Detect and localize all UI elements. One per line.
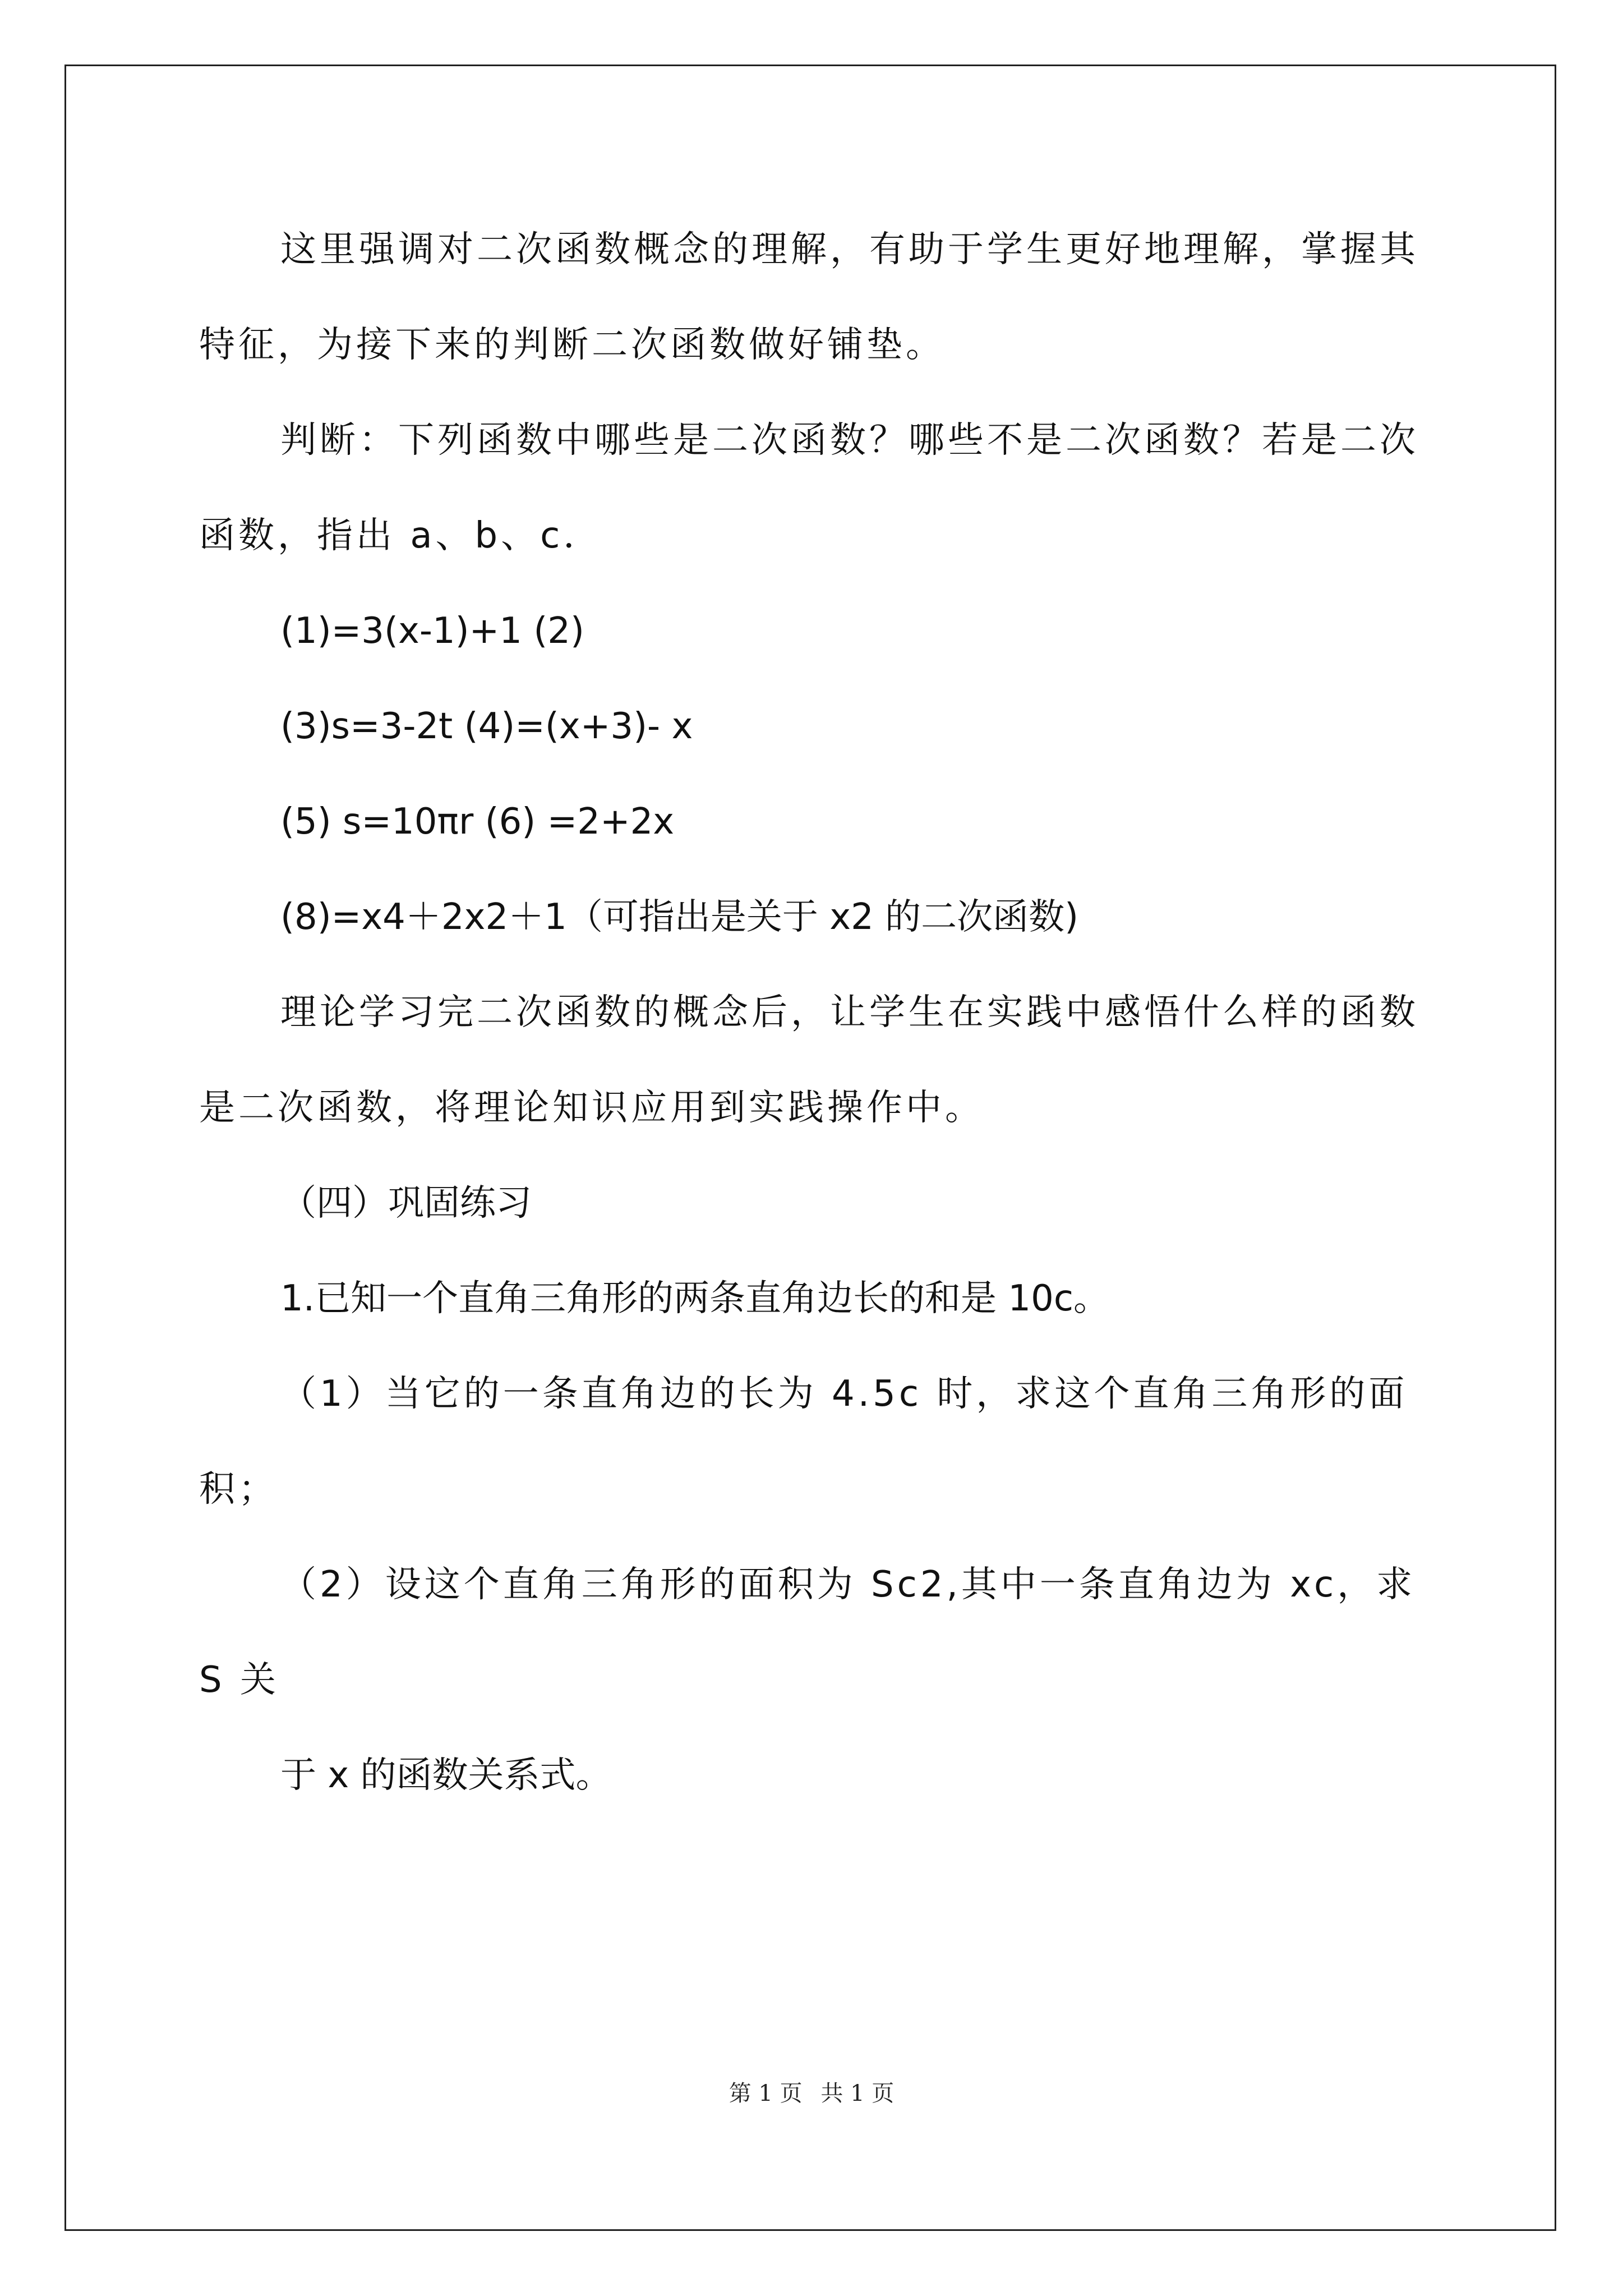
paragraph-theory: 理论学习完二次函数的概念后，让学生在实践中感悟什么样的函数是二次函数，将理论知识应用到实践操作中。 bbox=[199, 992, 1419, 1129]
page-number: 第 1 页 bbox=[728, 2081, 803, 2106]
paragraph-judge-question: 判断：下列函数中哪些是二次函数？哪些不是二次函数？若是二次函数，指出 a、b、c． bbox=[199, 420, 1419, 556]
exercise-1-part-1: （1）当它的一条直角边的长为 4.5c 时，求这个直角三角形的面积； bbox=[199, 1373, 1408, 1510]
equation-line-3: (5) s=10πr (6) =2+2x bbox=[280, 801, 675, 843]
exercise-1-part-2: （2）设这个直角三角形的面积为 Sc2,其中一条直角边为 xc，求 S 关 bbox=[199, 1564, 1416, 1701]
page-footer bbox=[0, 2076, 1623, 2108]
exercise-1: 1.已知一个直角三角形的两条直角边长的和是 10c。 bbox=[280, 1278, 1110, 1319]
paragraph-intro: 这里强调对二次函数概念的理解，有助于学生更好地理解，掌握其特征，为接下来的判断二次函数做好铺垫。 bbox=[199, 229, 1419, 366]
page-total: 共 1 页 bbox=[820, 2081, 895, 2106]
section-heading-practice: （四）巩固练习 bbox=[280, 1182, 532, 1224]
equation-line-1: (1)=3(x-1)+1 (2) bbox=[280, 610, 584, 652]
document-body bbox=[199, 202, 1433, 1823]
exercise-1-part-2-cont: 于 x 的函数关系式。 bbox=[280, 1755, 612, 1796]
equation-line-2: (3)s=3-2t (4)=(x+3)- x bbox=[280, 706, 693, 747]
equation-line-4: (8)=x4＋2x2＋1（可指出是关于 x2 的二次函数) bbox=[280, 896, 1079, 938]
